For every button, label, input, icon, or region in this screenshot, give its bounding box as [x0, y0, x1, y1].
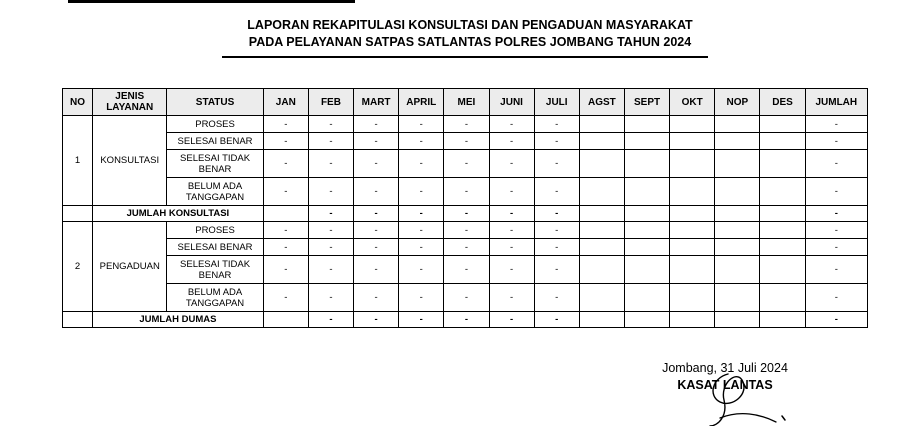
cell-juni: -	[489, 239, 534, 256]
cell-nop	[715, 222, 760, 239]
cell-mei: -	[444, 239, 489, 256]
col-jan: JAN	[263, 89, 308, 116]
cell-mart: -	[354, 116, 399, 133]
cell-sept	[624, 116, 669, 133]
col-okt: OKT	[670, 89, 715, 116]
title-underline	[222, 56, 708, 58]
cell-april: -	[399, 206, 444, 222]
col-juli: JULI	[534, 89, 579, 116]
status-cell: PROSES	[167, 222, 263, 239]
cell-okt	[670, 150, 715, 178]
cell-feb: -	[308, 312, 353, 328]
cell-nop	[715, 256, 760, 284]
group-number: 2	[63, 222, 93, 312]
cell-mart: -	[354, 222, 399, 239]
cell-jan: -	[263, 116, 308, 133]
cell-nop	[715, 284, 760, 312]
cell-mei: -	[444, 312, 489, 328]
cell-april: -	[399, 116, 444, 133]
col-agst: AGST	[579, 89, 624, 116]
cell-april: -	[399, 133, 444, 150]
cell-nop	[715, 239, 760, 256]
cell-juli: -	[534, 133, 579, 150]
cell-mart: -	[354, 284, 399, 312]
table-row	[63, 284, 868, 312]
status-cell: PROSES	[167, 116, 263, 133]
cell-april: -	[399, 312, 444, 328]
cell-juni: -	[489, 150, 534, 178]
cell-jan: -	[263, 222, 308, 239]
cell-sept	[624, 222, 669, 239]
cell-agst	[579, 312, 624, 328]
cell-okt	[670, 284, 715, 312]
cell-nop	[715, 312, 760, 328]
cell-juli: -	[534, 284, 579, 312]
cell-nop	[715, 116, 760, 133]
col-jenis-layanan: JENIS LAYANAN	[93, 89, 167, 116]
cell-okt	[670, 239, 715, 256]
col-sept: SEPT	[624, 89, 669, 116]
cell-april: -	[399, 178, 444, 206]
col-no: NO	[63, 89, 93, 116]
cell-mei: -	[444, 206, 489, 222]
group-service-type: KONSULTASI	[93, 116, 167, 206]
cell-des	[760, 256, 805, 284]
cell-jumlah: -	[805, 256, 867, 284]
cell-feb: -	[308, 178, 353, 206]
cell-juni: -	[489, 312, 534, 328]
cell-sept	[624, 178, 669, 206]
cell-feb: -	[308, 206, 353, 222]
header-row	[63, 89, 868, 116]
cell-nop	[715, 150, 760, 178]
cell-feb: -	[308, 239, 353, 256]
cell-jumlah: -	[805, 178, 867, 206]
cell-jan: -	[263, 133, 308, 150]
cell-juli: -	[534, 239, 579, 256]
report-title-line-1: LAPORAN REKAPITULASI KONSULTASI DAN PENGADUAN MASYARAKAT	[247, 18, 693, 32]
cell-mart: -	[354, 178, 399, 206]
cell-feb: -	[308, 116, 353, 133]
cell-agst	[579, 206, 624, 222]
total-row-dumas	[63, 312, 868, 328]
col-feb: FEB	[308, 89, 353, 116]
cell-jan	[263, 206, 308, 222]
cell-feb: -	[308, 284, 353, 312]
col-status: STATUS	[167, 89, 263, 116]
cell-juli: -	[534, 178, 579, 206]
total-no-cell	[63, 206, 93, 222]
cell-jumlah: -	[805, 133, 867, 150]
col-des: DES	[760, 89, 805, 116]
cell-april: -	[399, 239, 444, 256]
cell-mei: -	[444, 133, 489, 150]
cell-okt	[670, 116, 715, 133]
cell-april: -	[399, 284, 444, 312]
cell-okt	[670, 206, 715, 222]
status-cell: BELUM ADA TANGGAPAN	[167, 284, 263, 312]
cell-juli: -	[534, 206, 579, 222]
table-row	[63, 178, 868, 206]
cell-mei: -	[444, 256, 489, 284]
cell-jumlah: -	[805, 206, 867, 222]
cell-agst	[579, 256, 624, 284]
cell-juni: -	[489, 284, 534, 312]
cell-juli: -	[534, 150, 579, 178]
cell-jumlah: -	[805, 239, 867, 256]
cell-juli: -	[534, 256, 579, 284]
status-cell: SELESAI TIDAK BENAR	[167, 150, 263, 178]
cell-mei: -	[444, 178, 489, 206]
cell-agst	[579, 239, 624, 256]
cell-jan: -	[263, 256, 308, 284]
cell-des	[760, 133, 805, 150]
cell-juni: -	[489, 116, 534, 133]
cell-sept	[624, 239, 669, 256]
table-row	[63, 116, 868, 133]
cell-mei: -	[444, 150, 489, 178]
col-mart: MART	[354, 89, 399, 116]
signatory-office: KASAT LANTAS	[677, 378, 773, 392]
cell-jumlah: -	[805, 116, 867, 133]
signature-block	[650, 360, 800, 394]
status-cell: BELUM ADA TANGGAPAN	[167, 178, 263, 206]
total-row-konsultasi	[63, 206, 868, 222]
col-april: APRIL	[399, 89, 444, 116]
cell-mart: -	[354, 206, 399, 222]
cell-juli: -	[534, 312, 579, 328]
cell-feb: -	[308, 150, 353, 178]
cell-sept	[624, 133, 669, 150]
cell-feb: -	[308, 133, 353, 150]
status-cell: SELESAI TIDAK BENAR	[167, 256, 263, 284]
cell-mei: -	[444, 116, 489, 133]
cell-des	[760, 206, 805, 222]
cell-jumlah: -	[805, 222, 867, 239]
table-row	[63, 239, 868, 256]
cell-jan: -	[263, 178, 308, 206]
total-label: JUMLAH DUMAS	[93, 312, 264, 328]
total-label: JUMLAH KONSULTASI	[93, 206, 264, 222]
report-title	[160, 17, 780, 51]
cell-juli: -	[534, 116, 579, 133]
cell-juni: -	[489, 256, 534, 284]
col-juni: JUNI	[489, 89, 534, 116]
table-row	[63, 133, 868, 150]
cell-juli: -	[534, 222, 579, 239]
cell-okt	[670, 222, 715, 239]
col-mei: MEI	[444, 89, 489, 116]
cell-mart: -	[354, 312, 399, 328]
cell-sept	[624, 284, 669, 312]
cell-sept	[624, 206, 669, 222]
cell-nop	[715, 178, 760, 206]
cell-nop	[715, 206, 760, 222]
top-divider	[68, 0, 355, 3]
col-jumlah: JUMLAH	[805, 89, 867, 116]
cell-des	[760, 116, 805, 133]
cell-jumlah: -	[805, 312, 867, 328]
cell-agst	[579, 150, 624, 178]
cell-des	[760, 178, 805, 206]
cell-juni: -	[489, 206, 534, 222]
cell-jumlah: -	[805, 150, 867, 178]
cell-sept	[624, 150, 669, 178]
cell-des	[760, 312, 805, 328]
cell-okt	[670, 178, 715, 206]
table-row	[63, 150, 868, 178]
cell-des	[760, 284, 805, 312]
cell-nop	[715, 133, 760, 150]
cell-juni: -	[489, 133, 534, 150]
cell-agst	[579, 178, 624, 206]
report-title-line-2: PADA PELAYANAN SATPAS SATLANTAS POLRES JOMBANG TAHUN 2024	[248, 35, 692, 49]
cell-mei: -	[444, 284, 489, 312]
cell-jumlah: -	[805, 284, 867, 312]
cell-sept	[624, 256, 669, 284]
cell-agst	[579, 222, 624, 239]
cell-des	[760, 222, 805, 239]
cell-okt	[670, 256, 715, 284]
cell-des	[760, 150, 805, 178]
cell-april: -	[399, 256, 444, 284]
table-row	[63, 256, 868, 284]
cell-april: -	[399, 222, 444, 239]
cell-sept	[624, 312, 669, 328]
total-no-cell	[63, 312, 93, 328]
cell-jan: -	[263, 239, 308, 256]
group-service-type: PENGADUAN	[93, 222, 167, 312]
status-cell: SELESAI BENAR	[167, 133, 263, 150]
cell-mart: -	[354, 133, 399, 150]
cell-jan: -	[263, 284, 308, 312]
status-cell: SELESAI BENAR	[167, 239, 263, 256]
cell-mart: -	[354, 256, 399, 284]
cell-juni: -	[489, 222, 534, 239]
cell-jan	[263, 312, 308, 328]
col-nop: NOP	[715, 89, 760, 116]
cell-agst	[579, 116, 624, 133]
cell-mart: -	[354, 239, 399, 256]
cell-feb: -	[308, 222, 353, 239]
cell-des	[760, 239, 805, 256]
group-number: 1	[63, 116, 93, 206]
cell-mei: -	[444, 222, 489, 239]
cell-okt	[670, 312, 715, 328]
cell-mart: -	[354, 150, 399, 178]
cell-agst	[579, 284, 624, 312]
table-row	[63, 222, 868, 239]
cell-feb: -	[308, 256, 353, 284]
cell-april: -	[399, 150, 444, 178]
cell-jan: -	[263, 150, 308, 178]
cell-agst	[579, 133, 624, 150]
place-date: Jombang, 31 Juli 2024	[662, 361, 788, 375]
recap-table	[62, 88, 868, 328]
cell-okt	[670, 133, 715, 150]
cell-juni: -	[489, 178, 534, 206]
